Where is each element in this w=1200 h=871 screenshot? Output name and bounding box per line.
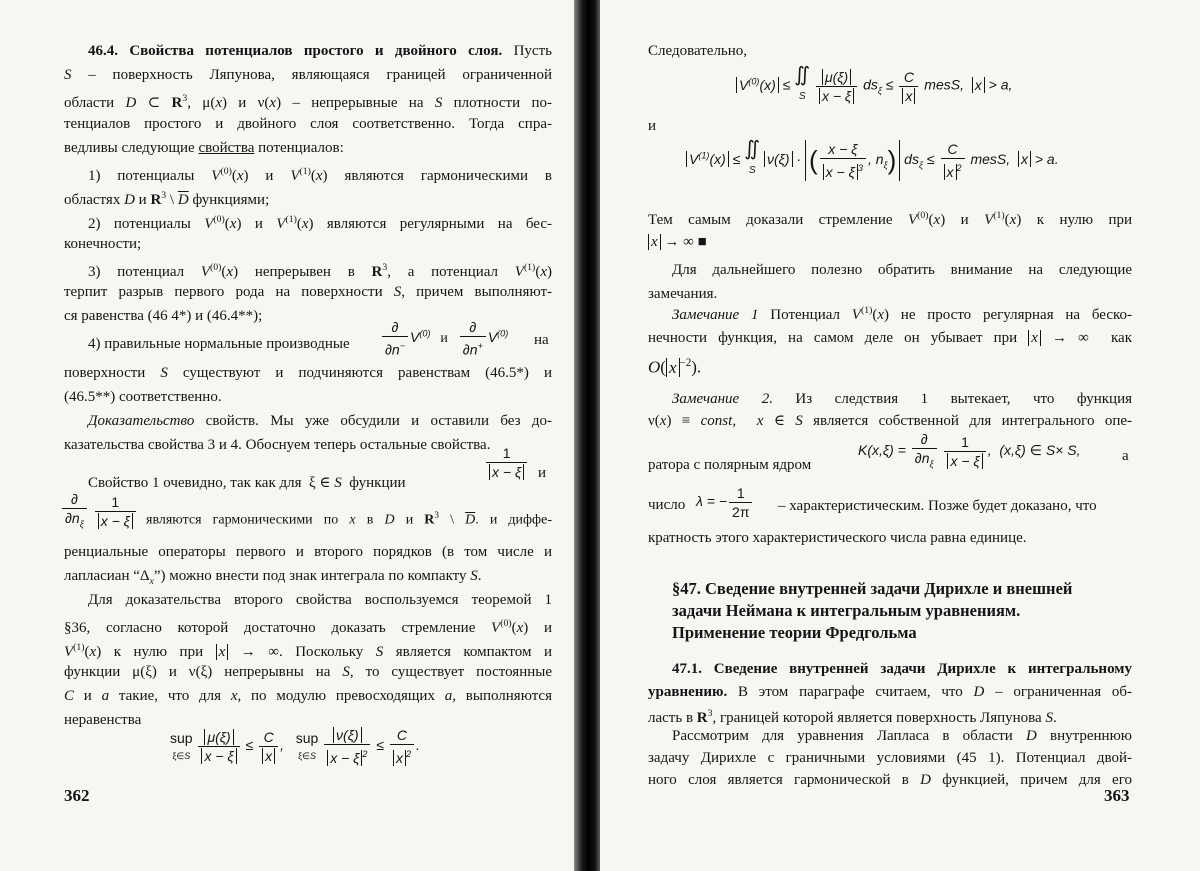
text-line: неравенства	[64, 712, 142, 728]
text-line: терпит разрыв первого рода на поверхности S, причем выполняют-	[64, 284, 552, 300]
text-line: казательства свойства 3 и 4. Обоснуем теперь остальные свойства.	[64, 437, 491, 453]
text-line: уравнению. В этом параграфе считаем, что D – ограниченная об-	[648, 684, 1132, 700]
text-line: 47.1. Сведение внутренней задачи Дирихле к интегральному	[672, 661, 1132, 677]
text-line: S – поверхность Ляпунова, являющаяся границей ограниченной	[64, 67, 552, 83]
text-line: тенциалов простого и двойного слоя соответственно. Тогда спра-	[64, 116, 552, 132]
left-page	[0, 0, 574, 871]
list-item: 3) потенциал $V^{(0)}(x)$ непрерывен в $R^3$, а потенциал $V^{(1)}(x)$	[88, 262, 552, 280]
section-title-47: §47. Сведение внутренней задачи Дирихле и внешней	[672, 579, 1073, 598]
text-line: ного слоя является гармонической в D функцией, причем для его	[648, 772, 1132, 788]
text-line: Тем самым доказали стремление $V^{(0)}(x)$ и $V^{(1)}(x)$ к нулю при	[648, 210, 1133, 228]
list-item: 1) потенциалы $V^{(0)}(x)$ и $V^{(1)}(x)$ являются гармоническими в	[88, 166, 552, 184]
text-line: задачу Дирихле с граничными условиями (45 1). Потенциал двой-	[648, 750, 1132, 766]
text-line: (46.5**) соответственно.	[64, 389, 222, 405]
text-line: Следовательно,	[648, 43, 748, 59]
text-line: O( x $^{-2}$).	[648, 357, 702, 377]
text-line: C и a такие, что для x, по модулю превосходящих a, выполняются	[64, 688, 552, 704]
kernel-fraction: $\frac{1}{x - \xi}$	[484, 444, 529, 481]
text-line: §36, согласно которой достаточно доказать стремление $V^{(0)}(x)$ и	[64, 618, 552, 636]
page-number-right: 363	[1104, 786, 1130, 805]
single-layer-estimate-formula: $V^{(0)}(x)$ ≤ ∬ S $\frac{\mu(\xi)}{x - \xi}$ $ds_\xi$ ≤ $\frac{C}{x}$ mesS, x > a,	[736, 66, 1012, 106]
text-line: функции μ(ξ) и ν(ξ) непрерывны на S, то существует постоянные	[64, 664, 552, 680]
lambda-formula: λ = − $\frac{1}{2\pi}$	[696, 484, 754, 521]
text-line: x → ∞ ■	[648, 233, 707, 251]
text-line: области D ⊂ $R^3$, μ(x) и ν(x) – непрерывные на S плотности по-	[64, 93, 552, 111]
text-line: на	[534, 332, 549, 348]
list-item: 4) правильные нормальные производные	[88, 336, 350, 352]
text-line: и	[648, 118, 657, 134]
polar-kernel-formula: K(x,ξ) = ∂ $\partial n_\xi$ $\frac{1}{x - \xi}$ , (x,ξ) ∈ S× S,	[858, 431, 1081, 469]
text-line: 46.4. Свойства потенциалов простого и двойного слоя. Пусть	[88, 43, 552, 59]
text-line: Рассмотрим для уравнения Лапласа в области D внутреннюю	[672, 728, 1132, 744]
text-line: поверхности S существуют и подчиняются равенствам (46.5*) и	[64, 365, 552, 381]
right-page	[600, 0, 1200, 871]
text-line: Для дальнейшего полезно обратить внимание на следующие	[672, 262, 1132, 278]
text-line: ν(x) ≡ const, x ∈ S является собственной для интегрального опе-	[648, 413, 1132, 429]
text-line: $V^{(1)}(x)$ к нулю при x → ∞. Поскольку S является компактом и	[64, 642, 552, 660]
text-line: областях D и $R^3$ \ $\overline{D}$ функциями;	[64, 190, 270, 208]
section-title-47: Применение теории Фредгольма	[672, 623, 917, 642]
text-line: лапласиан “$\Delta_x$”) можно внести под знак интеграла по компакту S.	[64, 568, 482, 587]
text-line: Для доказательства второго свойства воспользуемся теоремой 1	[88, 592, 552, 608]
text-line: ратора с полярным ядром	[648, 457, 812, 473]
text-line: Доказательство свойств. Мы уже обсудили и оставили без до-	[88, 413, 552, 429]
text-line: ся равенства (46 4*) и (46.4**);	[64, 308, 263, 324]
text-line: и	[538, 465, 547, 481]
list-item: 2) потенциалы $V^{(0)}(x)$ и $V^{(1)}(x)$ являются регулярными на бес-	[88, 214, 552, 232]
sup-inequalities-formula: sup ξ∈S $\frac{\mu(\xi)}{x - \xi}$ ≤ $\frac{C}{x}$ , sup ξ∈S $\frac{\nu(\xi)}{x - \xi ^2}$ ≤ $\frac{C}{x ^2}$ .	[170, 727, 420, 766]
remark-2: Замечание 2. Из следствия 1 вытекает, что функция	[672, 391, 1132, 407]
text-line: являются гармоническими по x в D и $R^3$ \ $\overline{D}$. и диффе-	[146, 510, 552, 528]
section-heading-46-4: 46.4. Свойства потенциалов простого и двойного слоя.	[88, 43, 503, 59]
book-gutter	[574, 0, 600, 871]
text-line: нечности функция, на самом деле он убывает при x → ∞ как	[648, 330, 1133, 346]
normal-derivatives-formula: ∂ ∂n− $V^{(0)}$ и ∂ ∂n+ $V^{(0)}$	[380, 318, 508, 359]
text-line: кратность этого характеристического числа равна единице.	[648, 530, 1027, 546]
text-line: ренциальные операторы первого и второго порядков (в том числе и	[64, 544, 552, 560]
section-title-47: задачи Неймана к интегральным уравнениям.	[672, 601, 1021, 620]
text-line: конечности;	[64, 236, 142, 252]
double-layer-estimate-formula: $V^{(1)}(x)$ ≤ ∬ S ν(ξ) · ( $\frac{x - \xi}{x - \xi ^3}$ , $n_\xi$) $ds_\xi$ ≤ $\frac{C}{x ^2}$ mesS, x > a.	[686, 140, 1059, 181]
text-line: замечания.	[648, 286, 718, 302]
remark-1: Замечание 1 Потенциал $V^{(1)}(x)$ не просто регулярная на беско-	[672, 305, 1132, 323]
text-line: число	[648, 497, 686, 513]
text-line: а	[1122, 448, 1129, 464]
text-line: Свойство 1 очевидно, так как для ξ ∈ S функции	[88, 475, 406, 491]
text-line: ласть в $R^3$, границей которой является поверхность Ляпунова S.	[648, 708, 1057, 726]
text-line: ведливы следующие свойства потенциалов:	[64, 140, 344, 156]
page-number-left: 362	[64, 786, 90, 805]
double-layer-kernel-formula: ∂ $\partial n_\xi$ $\frac{1}{x - \xi}$	[60, 490, 138, 533]
text-line: – характеристическим. Позже будет доказано, что	[778, 498, 1097, 514]
